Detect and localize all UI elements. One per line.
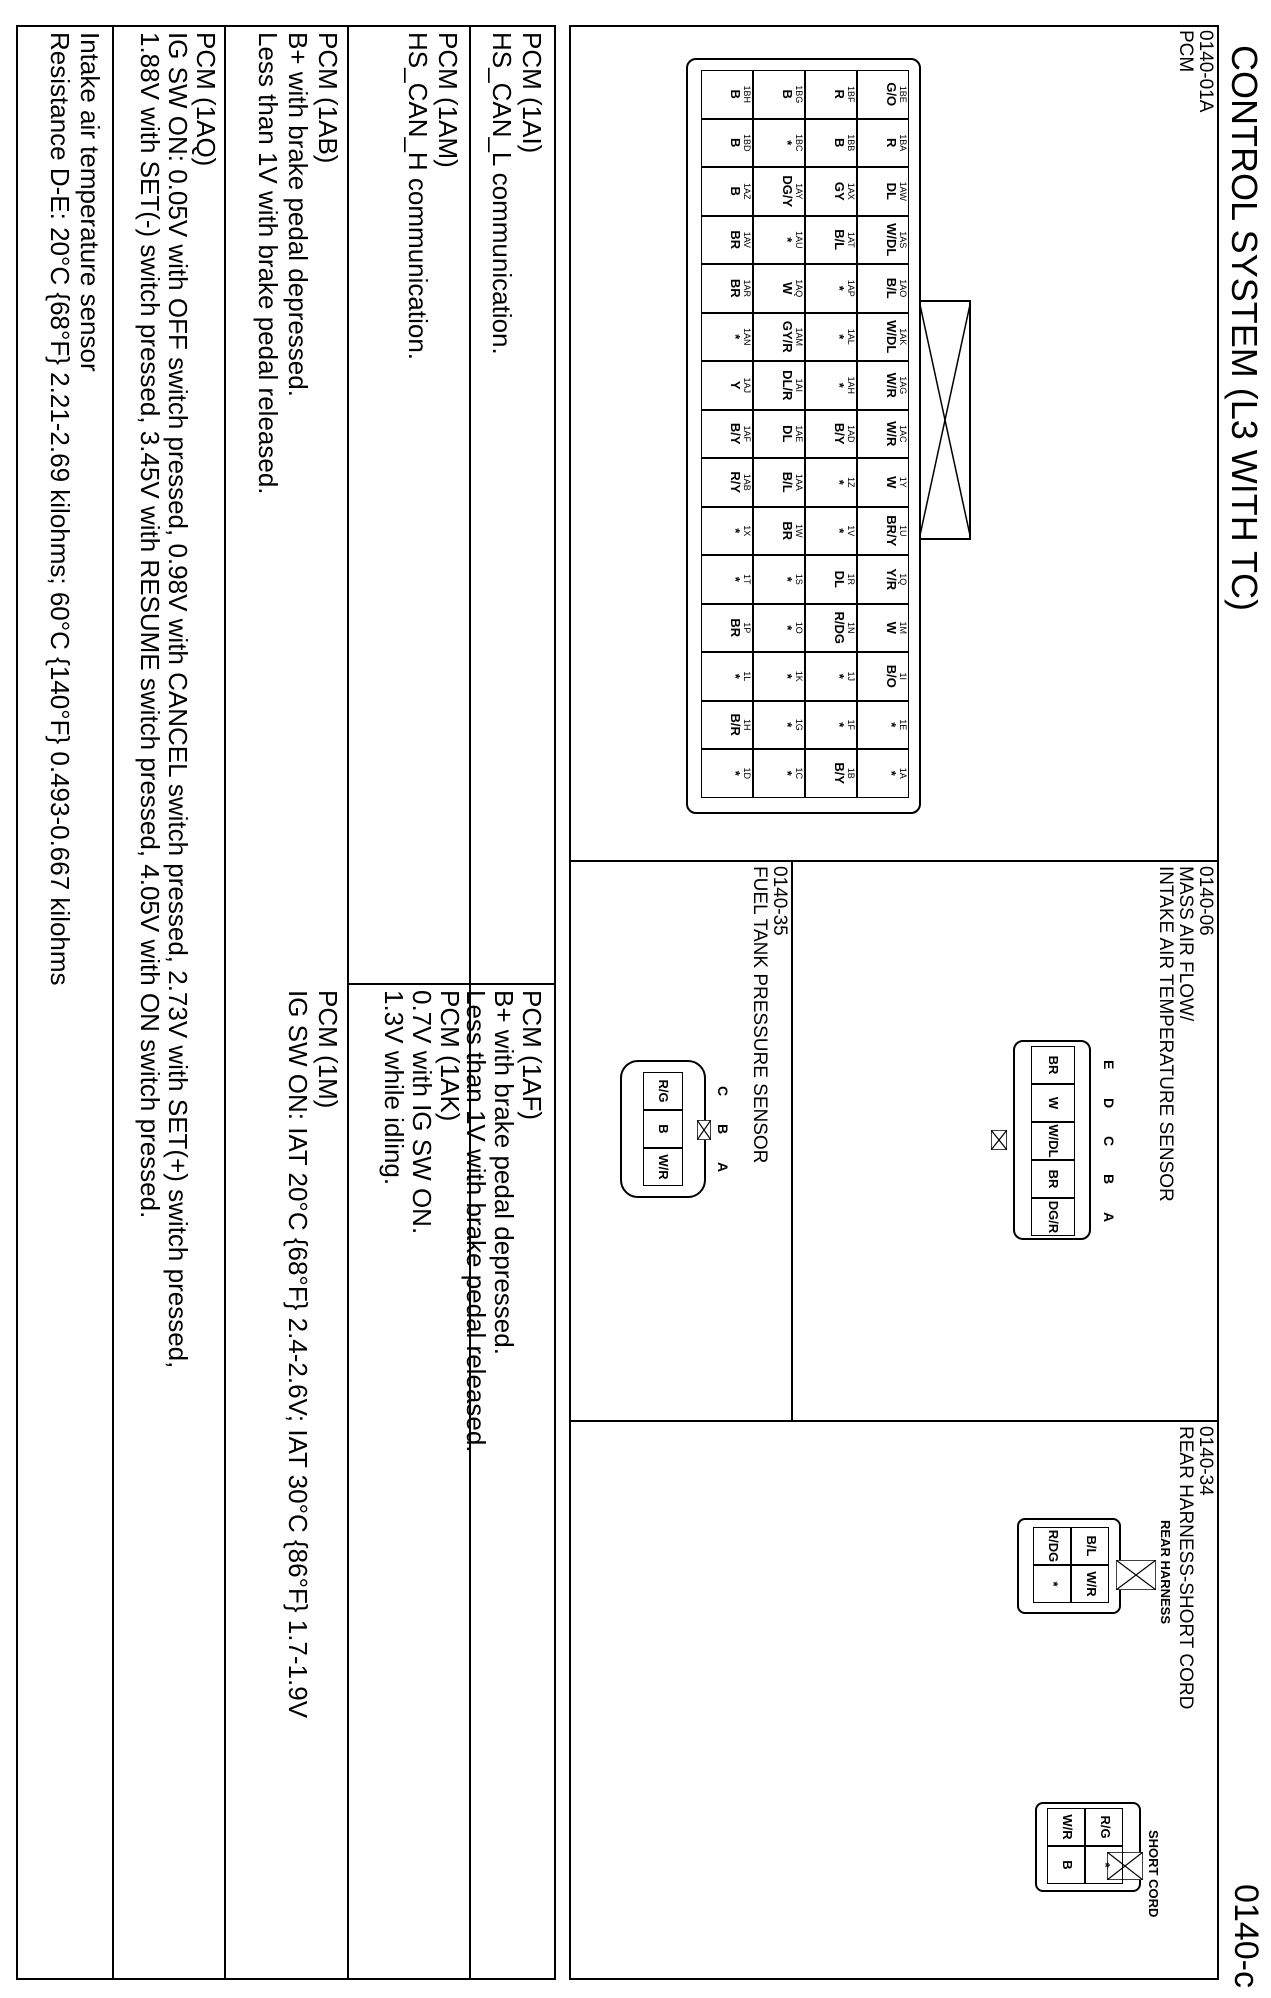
note-1m-text: IG SW ON: IAT 20°C {68°F} 2.4-2.6V; IAT 30°C {86°F} 1.7-1.9V [283,990,313,1719]
pcm-pin-wire-color: * [780,722,795,728]
pcm-pin-id: 1AO [898,279,908,298]
pcm-pin-wire-color: * [780,625,795,631]
pcm-pin-1d [701,749,753,798]
pcm-pin-wire-color: B/L [884,277,899,299]
note-1ab-text-1: B+ with brake pedal depressed. [283,32,313,397]
pcm-pin-wire-color: * [884,722,899,728]
short-cord-pin: W/R [1047,1808,1085,1846]
pcm-pin-wire-color: * [728,528,743,534]
pcm-pin-id: 1AZ [742,182,752,200]
pcm-pin-id: 1W [794,524,804,538]
pcm-pin-1c [753,749,805,798]
pcm-pin-id: 1AM [794,327,804,346]
pcm-pin-wire-color: B/O [884,664,899,688]
pcm-pin-wire-color: B/Y [832,422,847,445]
pcm-connector-name: PCM [1175,30,1196,73]
pcm-pin-id: 1J [846,671,856,681]
pcm-pin-id: 1K [794,670,804,682]
maf-pin-b: BR [1031,1160,1075,1198]
pcm-pin-wire-color: W [884,621,899,634]
pcm-pin-wire-color: W [884,476,899,489]
pcm-pin-1u [857,507,909,556]
pcm-pin-id: 1AR [742,279,752,297]
pcm-pin-1p [701,604,753,653]
pcm-pin-1bd [701,119,753,168]
notes-divider [224,25,226,1980]
pcm-pin-id: 1Q [898,573,908,586]
pcm-pin-wire-color: * [780,140,795,146]
ftp-pin-c: R/G [643,1072,683,1110]
pcm-pin-1af [701,410,753,459]
ftp-pin-letter: A [715,1162,731,1173]
ftp-pin-letter: C [715,1086,731,1097]
pcm-pin-wire-color: * [832,673,847,679]
pcm-pin-id: 1L [742,671,752,682]
short-cord-pin: B [1047,1846,1085,1884]
rear-harness-label: REAR HARNESS [1158,1520,1173,1625]
pcm-pin-1y [857,458,909,507]
pcm-pin-wire-color: BR [728,278,743,298]
pcm-pin-1ak [857,313,909,362]
frame-divider [791,860,793,1420]
pcm-pin-id: 1AW [898,181,908,201]
pcm-pin-wire-color: DL/R [780,370,795,401]
pcm-pin-1ae [753,410,805,459]
pcm-pin-id: 1M [898,621,908,634]
pcm-pin-1f [805,701,857,750]
pcm-pin-1q [857,555,909,604]
pcm-pin-1at [805,216,857,265]
pcm-pin-wire-color: DG/Y [780,175,795,208]
pcm-pin-wire-color: GY [832,181,847,201]
pcm-pin-1am [753,313,805,362]
pcm-pin-id: 1E [898,719,908,731]
maf-pin-d: W [1031,1084,1075,1122]
note-1ai-text: HS_CAN_L communication. [487,32,517,355]
pcm-pin-id: 1AX [846,182,856,200]
pcm-pin-id: 1AV [742,231,752,248]
rear-connector-name: REAR HARNESS-SHORT CORD [1175,1426,1196,1710]
pcm-pin-1ax [805,167,857,216]
pcm-pin-wire-color: * [780,237,795,243]
pcm-connector-lock-x [919,300,971,540]
pcm-pin-id: 1AE [794,425,804,443]
pcm-pin-wire-color: B/R [728,713,743,736]
pcm-pin-wire-color: W [780,282,795,295]
pcm-pin-1an [701,313,753,362]
notes-divider [347,25,349,1980]
pcm-pin-id: 1BC [794,133,804,152]
ftp-pin-letter: B [715,1124,731,1135]
pcm-pin-id: 1X [742,525,752,537]
maf-pin-c: W/DL [1031,1122,1075,1160]
pcm-pin-wire-color: * [780,770,795,776]
notes-divider [349,983,556,985]
pcm-pin-1bh [701,70,753,119]
rear-harness-pin: * [1033,1565,1071,1603]
pcm-pin-id: 1AU [794,230,804,249]
pcm-pin-id: 1BE [898,85,908,103]
pcm-pin-1x [701,507,753,556]
pcm-pin-id: 1BH [742,85,752,103]
pcm-pin-1ac [857,410,909,459]
maf-pin-letter: E [1101,1060,1117,1070]
pcm-pin-id: 1S [794,573,804,585]
pcm-pin-wire-color: * [832,479,847,485]
short-cord-pin: * [1085,1846,1123,1884]
pcm-pin-wire-color: * [832,382,847,388]
pcm-pin-id: 1O [794,621,804,634]
pcm-pin-id: 1BA [898,134,908,152]
pcm-pin-id: 1BB [846,134,856,152]
pcm-pin-wire-color: R/Y [728,471,743,494]
pcm-pin-wire-color: W/DL [884,223,899,257]
maf-pin-letter: C [1101,1136,1117,1147]
pcm-pin-id: 1R [846,573,856,585]
pcm-pin-1aj [701,361,753,410]
note-1af-text-2: Less than 1V with brake pedal released. [461,990,491,1453]
pcm-pin-id: 1AC [898,424,908,443]
pcm-pin-1g [753,701,805,750]
pcm-pin-wire-color: GY/R [780,320,795,353]
note-1ak-text-2: 1.3V while idling. [379,990,409,1186]
pcm-pin-1aw [857,167,909,216]
rear-harness-pin: R/DG [1033,1527,1071,1565]
pcm-pin-1r [805,555,857,604]
rear-harness-pin: W/R [1071,1565,1109,1603]
pcm-pin-id: 1AA [794,473,804,491]
pcm-pin-id: 1V [846,525,856,537]
pcm-pin-id: 1AS [898,231,908,249]
pcm-pin-id: 1N [846,621,856,634]
pcm-pin-wire-color: B/Y [832,762,847,785]
pcm-pin-id: 1AF [742,425,752,442]
page-code: 0140-c [1227,1884,1265,1988]
pcm-pin-id: 1AB [742,473,752,491]
pcm-pin-1j [805,652,857,701]
pcm-pin-wire-color: B [780,89,795,99]
pcm-pin-id: 1I [898,672,908,680]
pcm-pin-1az [701,167,753,216]
pcm-pin-1aq [753,264,805,313]
pcm-pin-1z [805,458,857,507]
pcm-pin-1b [805,749,857,798]
pcm-pin-1ay [753,167,805,216]
pcm-pin-1aa [753,458,805,507]
pcm-pin-1ao [857,264,909,313]
pcm-pin-1l [701,652,753,701]
pcm-pin-wire-color: * [728,673,743,679]
pcm-pin-wire-color: B [728,89,743,99]
frame-divider [569,1420,1219,1422]
pcm-pin-wire-color: Y [728,380,743,390]
pcm-pin-1be [857,70,909,119]
pcm-pin-id: 1T [742,573,752,585]
note-1ab-text-2: Less than 1V with brake pedal released. [253,32,283,495]
short-cord-pin: R/G [1085,1808,1123,1846]
pcm-pin-1ad [805,410,857,459]
pcm-pin-id: 1AL [846,328,856,345]
rear-harness-lock-icon [1116,1560,1156,1590]
note-1aq-text-2: 1.88V with SET(-) switch pressed, 3.45V with RESUME switch pressed, 4.05V with ON switch pressed. [135,32,165,1219]
short-cord-label: SHORT CORD [1146,1830,1161,1918]
pcm-pin-id: 1F [846,719,856,730]
pcm-pin-1ab [701,458,753,507]
pcm-pin-1ai [753,361,805,410]
note-1aq-text-1: IG SW ON: 0.05V with OFF switch pressed, 0.98V with CANCEL switch pressed, 2.73V with SET(+) switch pressed, [163,32,193,1369]
note-1ab-title: PCM (1AB) [313,32,343,164]
note-iat-title: Intake air temperature sensor [75,32,105,372]
pcm-pin-id: 1BF [846,85,856,103]
pcm-pin-wire-color: * [728,576,743,582]
pcm-pin-id: 1Y [898,476,908,488]
pcm-pin-wire-color: * [728,334,743,340]
pcm-pin-1m [857,604,909,653]
pcm-pin-1e [857,701,909,750]
pcm-pin-id: 1AY [794,183,804,200]
pcm-pin-wire-color: G/O [884,82,899,107]
pcm-pin-1s [753,555,805,604]
pcm-pin-id: 1AP [846,279,856,297]
rear-connector-code: 0140-34 [1195,1426,1216,1496]
pcm-pin-wire-color: B [832,138,847,148]
pcm-pin-wire-color: W/R [884,421,899,447]
note-1af-text-1: B+ with brake pedal depressed. [489,990,519,1355]
pcm-pin-1ap [805,264,857,313]
pcm-pin-id: 1C [794,767,804,779]
note-iat-text: Resistance D-E: 20°C {68°F} 2.21-2.69 kilohms; 60°C {140°F} 0.493-0.667 kilohms [45,32,75,986]
pcm-pin-1k [753,652,805,701]
frame-divider [569,860,1219,862]
ftp-connector-code: 0140-35 [769,866,790,936]
pcm-pin-1al [805,313,857,362]
pcm-pin-1bg [753,70,805,119]
pcm-pin-wire-color: BR [728,618,743,638]
pcm-pin-1n [805,604,857,653]
pcm-pin-id: 1BD [742,133,752,152]
pcm-pin-1bc [753,119,805,168]
pcm-pin-wire-color: BR/Y [884,515,899,547]
pcm-pin-wire-color: * [728,770,743,776]
pcm-pin-id: 1U [898,524,908,537]
pcm-pin-wire-color: * [780,576,795,582]
pcm-pin-wire-color: * [832,528,847,534]
pcm-pin-wire-color: * [832,285,847,291]
pcm-pin-id: 1G [794,718,804,731]
note-1ak-text-1: 0.7V with IG SW ON. [407,990,437,1235]
maf-pin-a: DG/R [1031,1198,1075,1236]
pcm-pin-id: 1AH [846,376,856,394]
pcm-pin-wire-color: * [884,770,899,776]
note-1ai-title: PCM (1AI) [517,32,547,154]
pcm-pin-1h [701,701,753,750]
ftp-connector-name: FUEL TANK PRESSURE SENSOR [749,866,770,1164]
note-1af-title: PCM (1AF) [517,990,547,1120]
pcm-pin-1w [753,507,805,556]
pcm-pin-1ah [805,361,857,410]
pcm-pin-1bb [805,119,857,168]
pcm-pin-id: 1B [846,767,856,779]
note-1am-text: HS_CAN_H communication. [403,32,433,361]
pcm-pin-1au [753,216,805,265]
maf-connector-code: 0140-06 [1195,866,1216,936]
page-title: CONTROL SYSTEM (L3 WITH TC) [1224,45,1265,612]
pcm-pin-wire-color: B/L [832,229,847,251]
pcm-pin-wire-color: B [728,186,743,196]
pcm-pin-wire-color: W/DL [884,320,899,354]
pcm-pin-id: 1AQ [794,279,804,298]
pcm-pin-1as [857,216,909,265]
pcm-pin-id: 1AI [794,378,804,392]
pcm-pin-id: 1H [742,718,752,731]
ftp-pin-b: B [643,1110,683,1148]
pcm-pin-wire-color: R [884,138,899,148]
pcm-pin-id: 1Z [846,476,856,488]
pcm-pin-1ba [857,119,909,168]
note-1m-title: PCM (1M) [313,990,343,1109]
maf-pin-letter: A [1101,1212,1117,1223]
pcm-pin-1ag [857,361,909,410]
pcm-pin-1ar [701,264,753,313]
pcm-pin-wire-color: B/Y [728,422,743,445]
pcm-pin-wire-color: B/L [780,471,795,493]
maf-pin-letter: D [1101,1098,1117,1109]
pcm-pin-1o [753,604,805,653]
maf-connector-name-2: INTAKE AIR TEMPERATURE SENSOR [1155,866,1176,1202]
pcm-pin-id: 1AK [898,328,908,346]
pcm-pin-wire-color: R [832,89,847,99]
pcm-pin-wire-color: * [832,722,847,728]
pcm-pin-wire-color: R/DG [832,611,847,644]
note-1aq-title: PCM (1AQ) [191,32,221,167]
pcm-pin-wire-color: * [780,673,795,679]
maf-pin-letter: B [1101,1174,1117,1185]
note-1am-title: PCM (1AM) [433,32,463,168]
pcm-pin-wire-color: DL [832,570,847,588]
pcm-pin-1t [701,555,753,604]
pcm-pin-id: 1AN [742,327,752,346]
ftp-lock-icon [697,1120,711,1140]
pcm-pin-1v [805,507,857,556]
pcm-pin-1av [701,216,753,265]
pcm-pin-id: 1AD [846,424,856,443]
maf-connector-name-1: MASS AIR FLOW/ [1175,866,1196,1022]
pcm-pin-id: 1D [742,767,752,779]
maf-lock-icon [991,1130,1007,1150]
pcm-pin-id: 1A [898,767,908,779]
pcm-pin-id: 1BG [794,85,804,104]
pcm-pin-wire-color: DL [884,182,899,200]
rear-harness-pin: B/L [1071,1527,1109,1565]
note-1ak-title: PCM (1AK) [435,990,465,1122]
pcm-pin-wire-color: * [832,334,847,340]
pcm-pin-1a [857,749,909,798]
pcm-pin-wire-color: BR [780,521,795,541]
pcm-pin-id: 1AT [846,231,856,248]
pcm-pin-wire-color: BR [728,230,743,250]
pcm-connector-code: 0140-01A [1195,30,1216,113]
ftp-pin-a: W/R [643,1148,683,1186]
pcm-pin-1i [857,652,909,701]
pcm-pin-id: 1AG [898,376,908,395]
pcm-pin-wire-color: B [728,138,743,148]
pcm-pin-wire-color: Y/R [884,568,899,591]
pcm-pin-1bf [805,70,857,119]
pcm-pin-id: 1P [742,622,752,634]
pcm-pin-wire-color: DL [780,425,795,443]
pcm-pin-wire-color: W/R [884,372,899,398]
notes-divider [112,25,114,1980]
maf-pin-e: BR [1031,1046,1075,1084]
pcm-pin-id: 1AJ [742,377,752,393]
